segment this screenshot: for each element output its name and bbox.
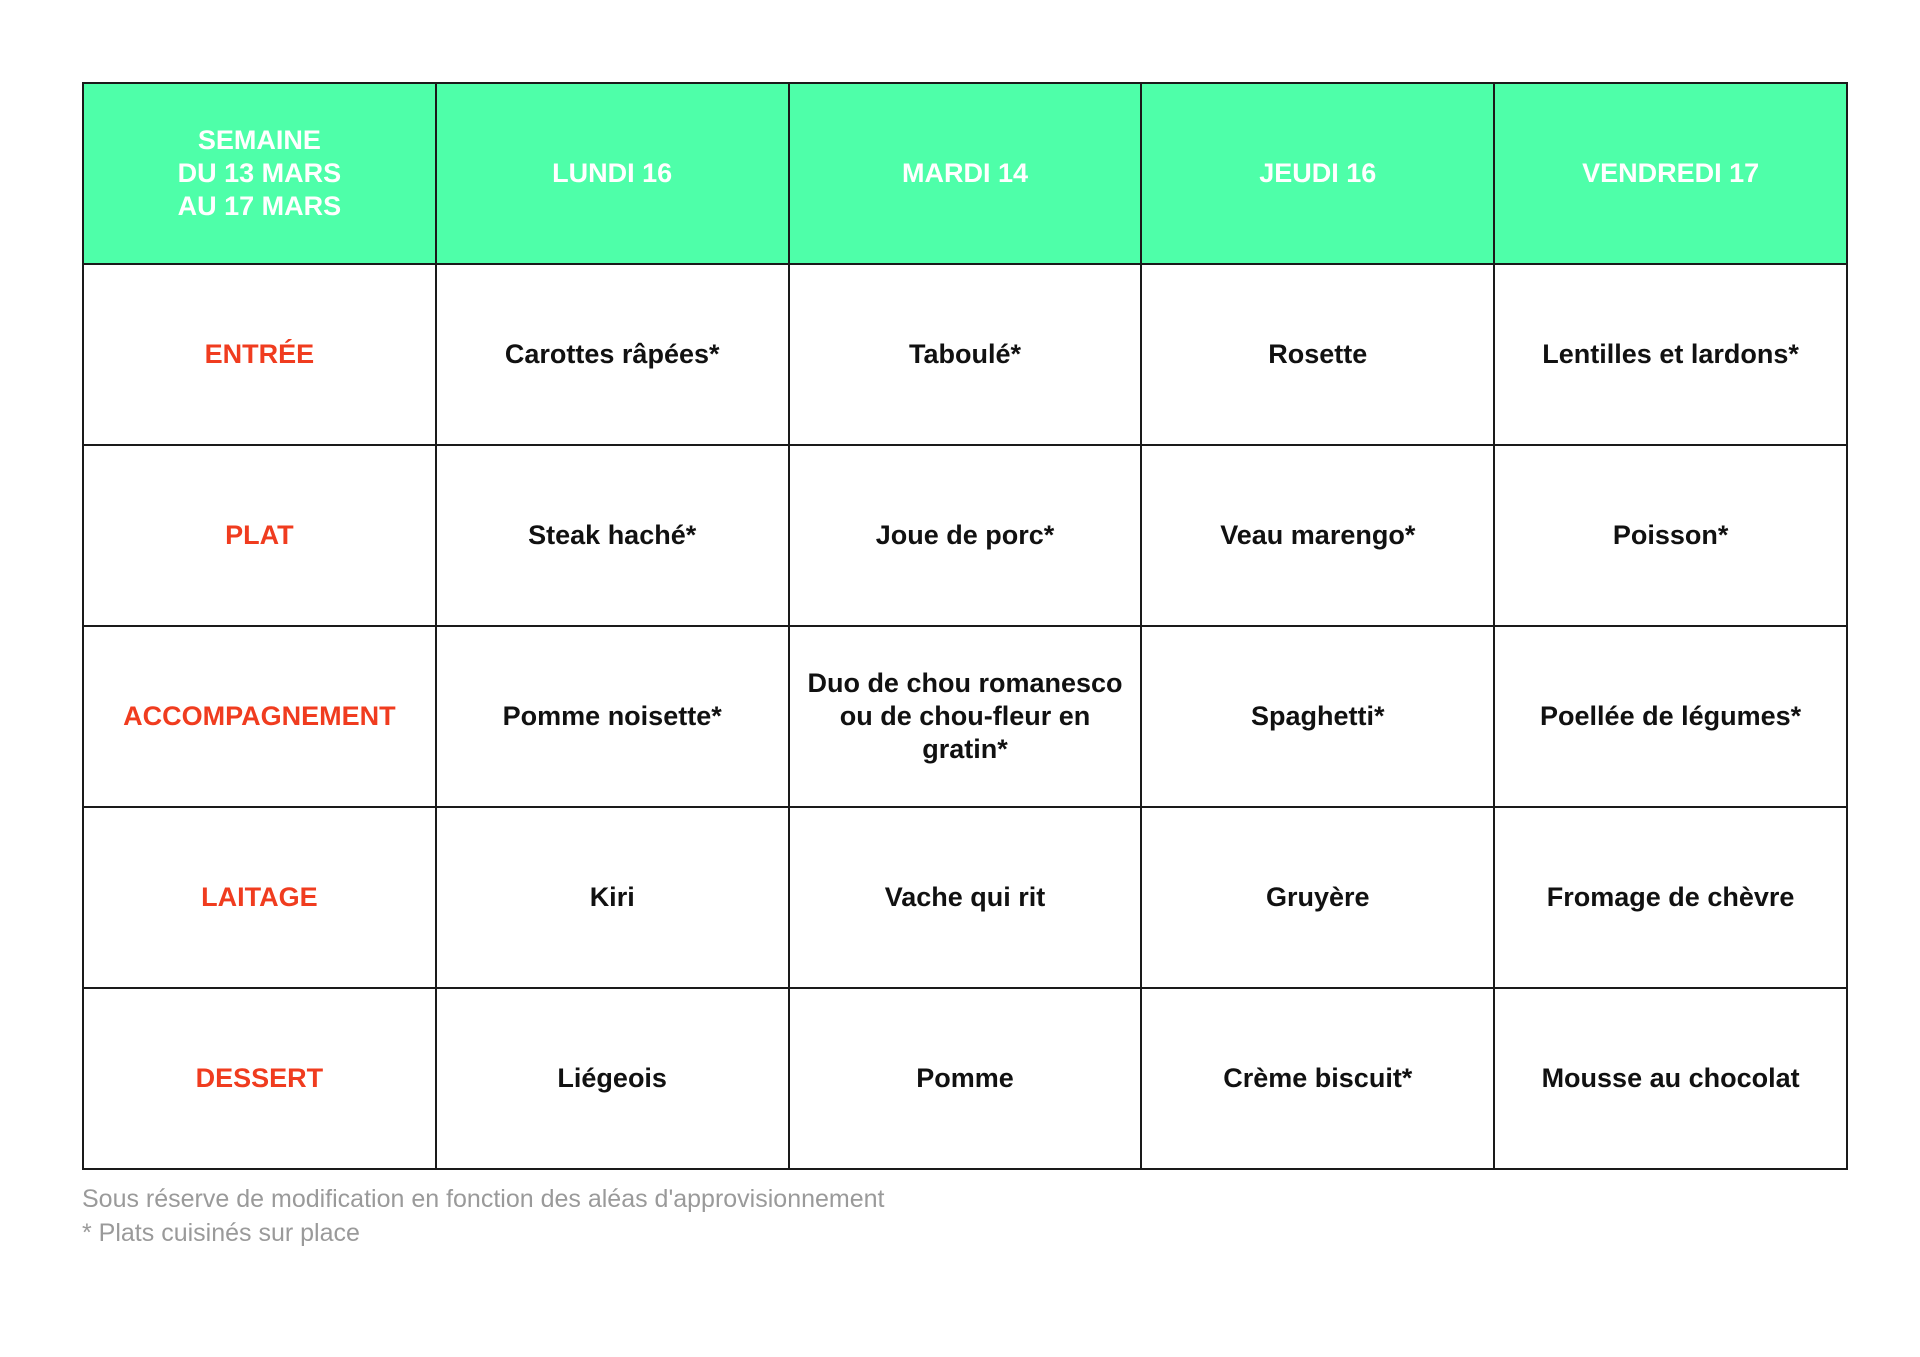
day-header-mardi: MARDI 14 — [789, 83, 1142, 264]
dish-line: Pomme noisette* — [502, 701, 722, 731]
dish-cell — [436, 807, 789, 988]
dish-line: Rosette — [1268, 339, 1368, 369]
dish-line: Duo de chou romanesco — [807, 668, 1123, 698]
week-line: AU 17 MARS — [177, 191, 342, 221]
dish-line: ou de chou-fleur en gratin* — [839, 701, 1091, 764]
header-row — [83, 83, 1847, 264]
dish-line: Veau marengo* — [1220, 520, 1416, 550]
dish-line: Gruyère — [1266, 882, 1370, 912]
dish-line: Carottes râpées* — [504, 339, 720, 369]
dish-cell — [436, 626, 789, 807]
week-line: SEMAINE — [197, 125, 321, 155]
dish-line: Crème biscuit* — [1223, 1063, 1413, 1093]
dish-cell — [1494, 807, 1847, 988]
dish-cell — [1494, 445, 1847, 626]
row-label-entree: ENTRÉE — [83, 264, 436, 445]
day-header-lundi: LUNDI 16 — [436, 83, 789, 264]
week-line: DU 13 MARS — [177, 158, 342, 188]
dish-line: Kiri — [589, 882, 635, 912]
dish-cell — [1141, 807, 1494, 988]
footnotes — [82, 1182, 884, 1250]
row-dessert — [83, 988, 1847, 1169]
dish-cell — [436, 988, 789, 1169]
dish-cell — [1494, 988, 1847, 1169]
dish-cell — [1141, 445, 1494, 626]
row-label-accompagnement: ACCOMPAGNEMENT — [83, 626, 436, 807]
row-entree — [83, 264, 1847, 445]
dish-cell — [789, 807, 1142, 988]
dish-line: Poellée de légumes* — [1540, 701, 1802, 731]
dish-line: Fromage de chèvre — [1546, 882, 1795, 912]
dish-line: Taboulé* — [908, 339, 1021, 369]
row-label-laitage: LAITAGE — [83, 807, 436, 988]
dish-cell — [789, 445, 1142, 626]
dish-cell — [436, 264, 789, 445]
dish-cell — [1494, 264, 1847, 445]
row-accompagnement — [83, 626, 1847, 807]
dish-cell — [1141, 626, 1494, 807]
dish-line: Pomme — [916, 1063, 1014, 1093]
row-label-dessert: DESSERT — [83, 988, 436, 1169]
footnote-supply: Sous réserve de modification en fonction des aléas d'approvisionnement — [82, 1185, 885, 1213]
dish-line: Mousse au chocolat — [1541, 1063, 1800, 1093]
dish-cell — [789, 264, 1142, 445]
dish-line: Liégeois — [557, 1063, 667, 1093]
dish-cell — [436, 445, 789, 626]
dish-line: Spaghetti* — [1251, 701, 1385, 731]
footnote-homemade: * Plats cuisinés sur place — [82, 1219, 360, 1247]
dish-line: Lentilles et lardons* — [1542, 339, 1799, 369]
dish-line: Vache qui rit — [884, 882, 1046, 912]
dish-cell — [789, 626, 1142, 807]
day-header-jeudi: JEUDI 16 — [1141, 83, 1494, 264]
day-header-vendredi: VENDREDI 17 — [1494, 83, 1847, 264]
dish-line: Joue de porc* — [875, 520, 1055, 550]
row-label-plat: PLAT — [83, 445, 436, 626]
menu-table — [82, 82, 1848, 1170]
row-plat — [83, 445, 1847, 626]
dish-cell — [789, 988, 1142, 1169]
week-header-cell — [83, 83, 436, 264]
dish-cell — [1494, 626, 1847, 807]
dish-cell — [1141, 988, 1494, 1169]
dish-line: Poisson* — [1612, 520, 1729, 550]
dish-cell — [1141, 264, 1494, 445]
row-laitage — [83, 807, 1847, 988]
dish-line: Steak haché* — [528, 520, 697, 550]
